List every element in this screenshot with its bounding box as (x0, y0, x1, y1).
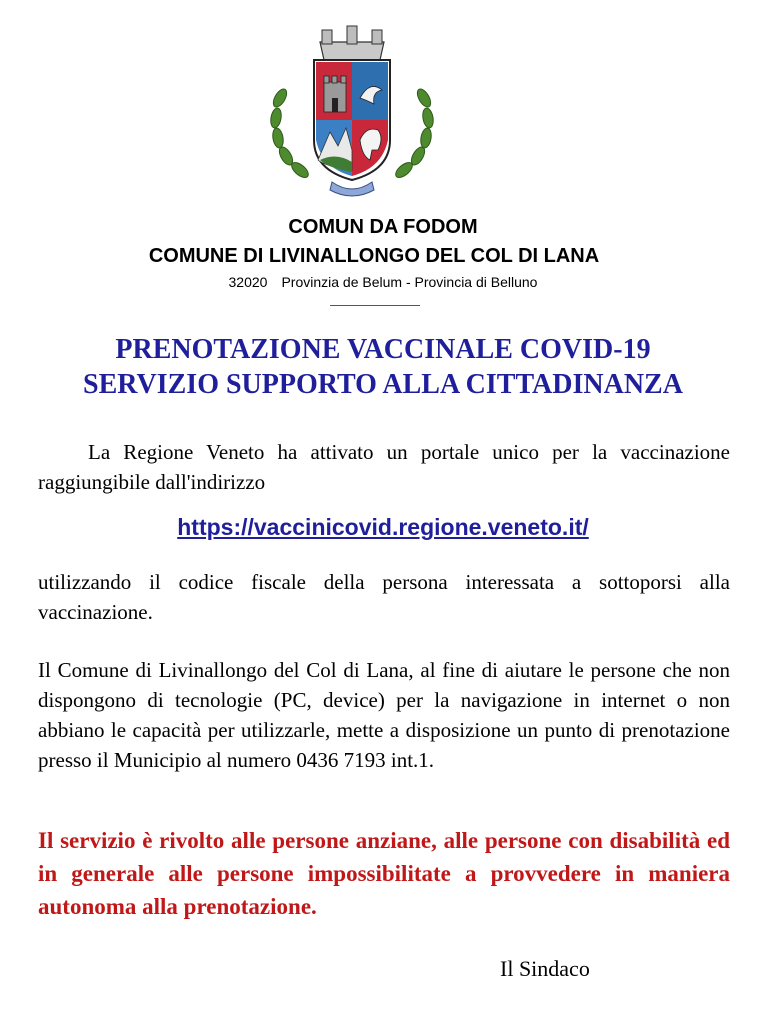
title-line-1: PRENOTAZIONE VACCINALE COVID-19 (115, 334, 651, 365)
header-address (0, 274, 766, 290)
province-name: Provinzia de Belum - Provincia di Belluno (281, 274, 538, 290)
postal-code: 32020 (228, 274, 268, 290)
service-notice: Il servizio è rivolto alle persone anziane, alle persone con disabilità ed in generale alle persone impossibilitate a provvedere in maniera autonoma alla prenotazione. (38, 828, 730, 919)
municipal-coat-of-arms (262, 20, 442, 200)
title-line-2: SERVIZIO SUPPORTO ALLA CITTADINANZA (83, 369, 683, 400)
header-divider (330, 305, 420, 306)
header-line-1: COMUN DA FODOM (288, 216, 478, 238)
comune-paragraph: Il Comune di Livinallongo del Col di Lana, al fine di aiutare le persone che non dispongono di tecnologie (PC, device) per la navigazione in internet o non abbiano le capacità per utilizzarle, mette a disposizione un punto di prenotazione presso il Municipio al numero 0436 7193 int.1. (38, 658, 730, 772)
intro-paragraph: La Regione Veneto ha attivato un portale unico per la vaccinazione raggiungibile dall'indirizzo (38, 440, 730, 494)
portal-link-container (0, 514, 766, 541)
signature: Il Sindaco (500, 956, 590, 981)
header-line-2: COMUNE DI LIVINALLONGO DEL COL DI LANA (148, 245, 600, 267)
after-link-paragraph: utilizzando il codice fiscale della persona interessata a sottoporsi alla vaccinazione. (38, 570, 730, 624)
portal-link[interactable]: https://vaccinicovid.regione.veneto.it/ (177, 514, 589, 540)
